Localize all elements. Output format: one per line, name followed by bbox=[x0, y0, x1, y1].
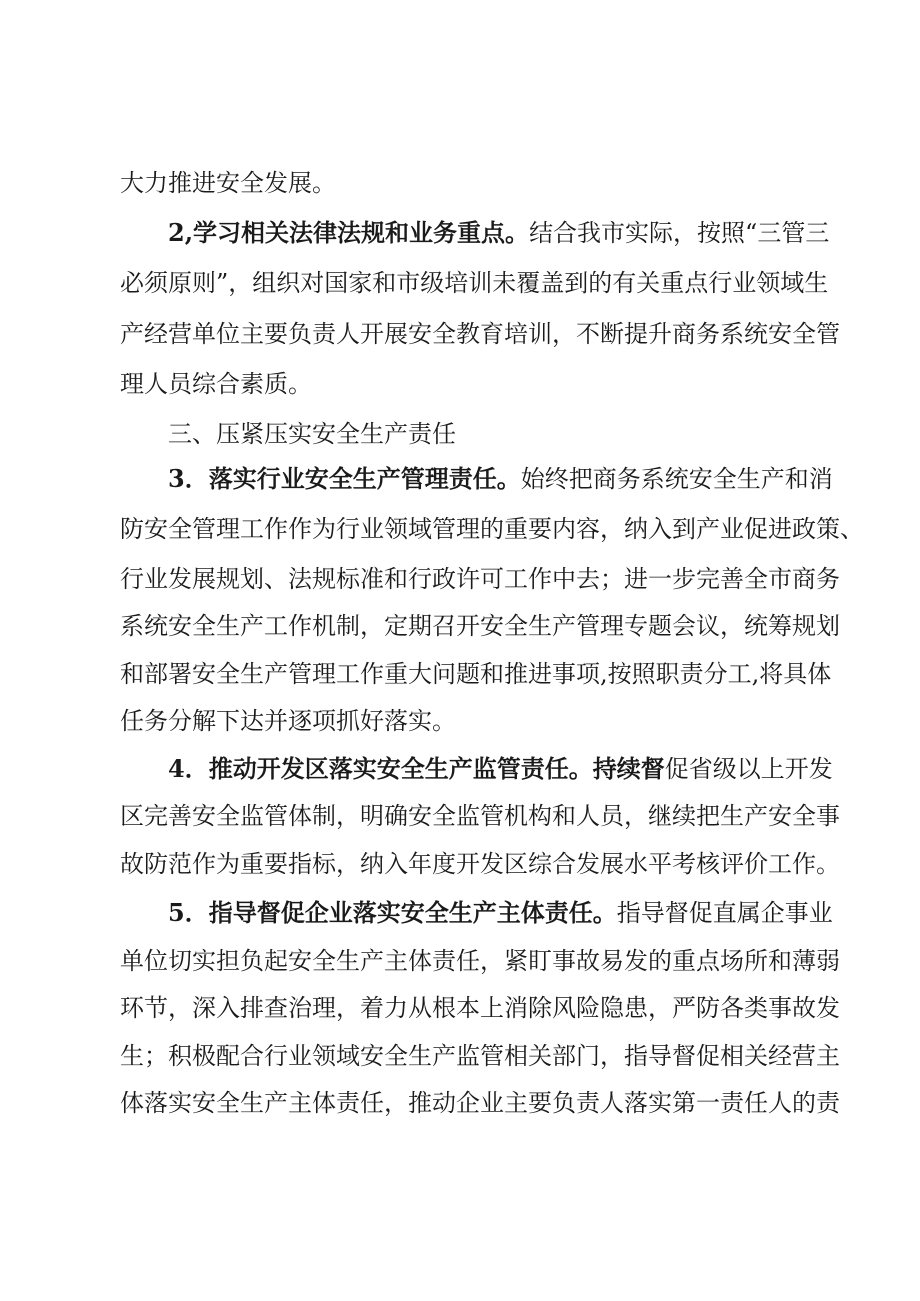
item3-text: 系统安全生产工作机制，定期召开安全生产管理专题会议，统筹规划 bbox=[120, 612, 840, 640]
paragraph-line bbox=[120, 610, 840, 642]
item5-text: 生；积极配合行业领域安全生产监管相关部门，指导督促相关经营主 bbox=[120, 1042, 840, 1070]
item2-text: 产经营单位主要负责人开展安全教育培训，不断提升商务系统安全管 bbox=[120, 320, 840, 348]
item5-text: 环节，深入排查治理，着力从根本上消除风险隐患，严防各类事故发 bbox=[120, 994, 840, 1022]
item3-text: 和部署安全生产管理工作重大问题和推进事项,按照职责分工,将具体 bbox=[120, 660, 832, 688]
item5-title: 5．指导督促企业落实安全生产主体责任。 bbox=[168, 898, 617, 927]
intro-tail-text: 大力推进安全发展。 bbox=[120, 169, 336, 197]
item4-text: 促省级以上开发 bbox=[664, 755, 833, 783]
item2-text: 必须原则”，组织对国家和市级培训未覆盖到的有关重点行业领域生 bbox=[120, 269, 829, 297]
item4-title: 4．推动开发区落实安全生产监管责任。持续督 bbox=[168, 754, 665, 783]
paragraph-line bbox=[120, 800, 840, 832]
item5-text: 单位切实担负起安全生产主体责任，紧盯事故易发的重点场所和薄弱 bbox=[120, 947, 840, 975]
paragraph-line bbox=[120, 368, 820, 400]
item3-title: 3．落实行业安全生产管理责任。 bbox=[168, 464, 521, 493]
section3-heading-text: 三、压紧压实安全生产责任 bbox=[168, 420, 456, 448]
item3-text: 任务分解下达并逐项抓好落实。 bbox=[120, 707, 456, 735]
item2-title: 2,学习相关法律法规和业务重点。 bbox=[168, 218, 530, 247]
item2-first-line bbox=[168, 217, 830, 249]
paragraph-line bbox=[120, 1040, 840, 1072]
paragraph-line bbox=[120, 318, 840, 350]
item4-first-line bbox=[168, 753, 833, 785]
paragraph-line bbox=[120, 267, 829, 299]
paragraph-line bbox=[120, 563, 840, 595]
paragraph-line bbox=[120, 992, 840, 1024]
item3-first-line bbox=[168, 463, 833, 495]
paragraph-line bbox=[120, 658, 832, 690]
section-heading bbox=[168, 418, 820, 450]
paragraph-line bbox=[120, 705, 820, 737]
item2-text: 理人员综合素质。 bbox=[120, 370, 312, 398]
item4-text: 区完善安全监管体制，明确安全监管机构和人员，继续把生产安全事 bbox=[120, 802, 840, 830]
paragraph-line bbox=[120, 167, 820, 199]
item5-first-line bbox=[168, 897, 833, 929]
paragraph-line bbox=[120, 1087, 840, 1119]
item4-text: 故防范作为重要指标，纳入年度开发区综合发展水平考核评价工作。 bbox=[120, 850, 840, 878]
paragraph-line bbox=[120, 848, 840, 880]
item3-text: 始终把商务系统安全生产和消 bbox=[520, 465, 833, 493]
item3-text: 防安全管理工作作为行业领域管理的重要内容，纳入到产业促进政策、 bbox=[120, 515, 864, 543]
item3-text: 行业发展规划、法规标准和行政许可工作中去；进一步完善全市商务 bbox=[120, 565, 840, 593]
paragraph-line bbox=[120, 945, 840, 977]
item5-text: 体落实安全生产主体责任，推动企业主要负责人落实第一责任人的责 bbox=[120, 1089, 840, 1117]
item5-text: 指导督促直属企事业 bbox=[616, 899, 833, 927]
paragraph-line bbox=[120, 513, 864, 545]
item2-text: 结合我市实际，按照“三管三 bbox=[529, 219, 830, 247]
